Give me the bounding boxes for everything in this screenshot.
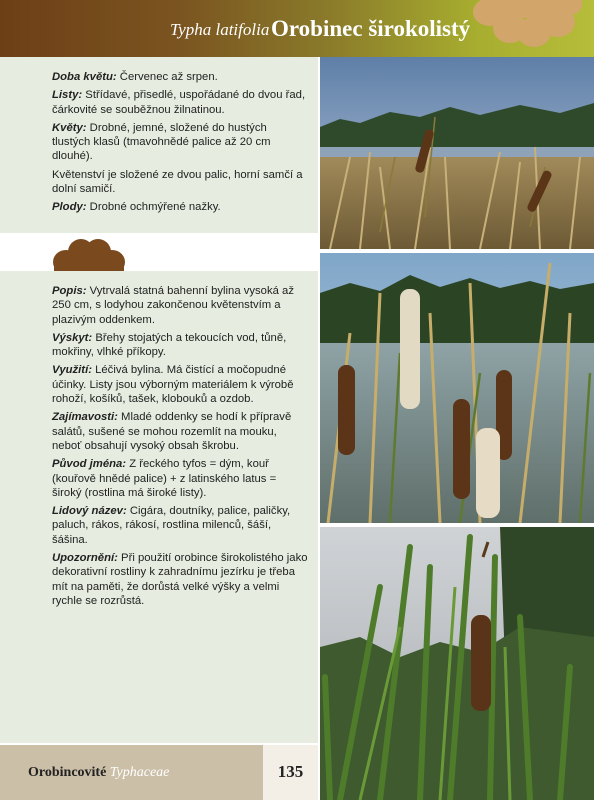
plant-family: Orobincovité Typhaceae (28, 765, 170, 780)
desc-item-occurrence: Výskyt: Břehy stojatých a tekoucích vod, tůně, mokřiny, vlhké příkopy. (52, 331, 287, 359)
info-item-inflorescence: Květenství je složené ze dvou palic, horní samčí a dolní samičí. (52, 168, 303, 196)
page-title: Orobinec širokolistý (271, 16, 471, 41)
page-footer (0, 745, 318, 800)
desc-item-use: Využití: Léčivá bylina. Má čistící a močopudné účinky. Listy jsou výborným materiálem k výrobě rohoží, košíků, tašek, klobouků a ozdob. (52, 364, 294, 406)
photo-cattails-lake (320, 57, 594, 249)
desc-item-description: Popis: Vytrvalá statná bahenní bylina vysoká až 250 cm, s lodyhou zakončenou květenstvím a plazivým oddenkem. (52, 285, 294, 326)
page-number: 135 (277, 762, 304, 781)
description-text-block (52, 284, 308, 612)
page-header (0, 0, 594, 57)
page-number-box (263, 745, 318, 800)
desc-item-folk-names: Lidový název: Cigára, doutníky, palice, paličky, paluch, rákos, rákosí, rostlina milenců, šáší, šášina. (52, 505, 291, 546)
photo-cattail-leaves (320, 527, 594, 800)
desc-item-trivia: Zajímavosti: Mladé oddenky se hodí k přípravě salátů, sušené se mohou rozemlít na mouku, neboť obsahují vysoký obsah škrobu. (52, 411, 292, 452)
photo-cattails-water (320, 253, 594, 523)
info-item-flowering: Doba květu: Červenec až srpen. (52, 71, 218, 83)
desc-item-etymology: Původ jména: Z řeckého tyfos = dým, kouř (kouřově hnědé palice) + z latinského latus = široký (rostlina má široké listy). (52, 458, 277, 499)
info-item-fruits: Plody: Drobné ochmýřené nažky. (52, 201, 221, 214)
info-text-block (52, 70, 308, 219)
flower-ornament-icon (472, 0, 582, 50)
latin-species-name: Typha latifolia (170, 20, 270, 39)
desc-item-warning: Upozornění: Při použití orobince širokolistého jako dekorativní rostliny k zahradnímu jezírku je třeba mít na paměti, že dorůstá velké výšky a velmi rychle se rozrůstá. (52, 552, 308, 607)
info-item-flowers: Květy: Drobné, jemné, složené do hustých tlustých klasů (tmavohnědé palice až 20 cm dlouhé). (52, 121, 271, 163)
info-item-leaves: Listy: Střídavé, přisedlé, uspořádané do dvou řad, čárkovité se souběžnou žilnatinou. (52, 89, 306, 116)
